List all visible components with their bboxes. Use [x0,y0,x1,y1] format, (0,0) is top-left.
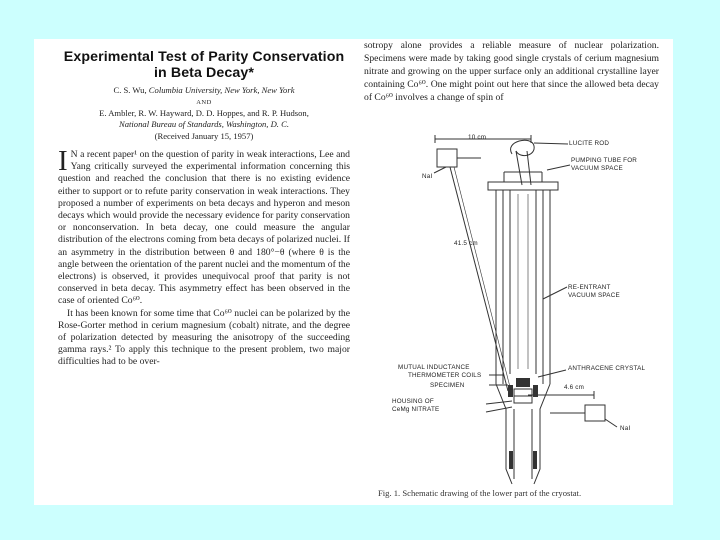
paragraph-1-text: N a recent paper¹ on the question of parity in weak interactions, Lee and Yang critically surveyed the experimental information concerning this question and reached the conclusion that there is no existing evidence either to support or to refute parity conservation in weak interactions. They proposed a number of experiments on beta decays and hyperon and meson decays which would provide the necessary evidence for parity conservation or nonconservation. In beta decay, one could measure the angular distribution of the electrons coming from beta decays of polarized nuclei. If an asymmetry in the distribution between θ and 180°−θ (where θ is the angle between the orientation of the parent nuclei and the momentum of the electrons) is observed, it provides unequivocal proof that parity is not conserved in beta decay. This asymmetry effect has been observed in the case of oriented Co⁶⁰. [58,149,350,307]
label-specimen: SPECIMEN [430,382,465,389]
label-reentrant-2: VACUUM SPACE [568,291,620,299]
fin-right [533,451,537,469]
right-paragraph: sotropy alone provides a reliable measure of nuclear polarization. Specimens were made by taking good single crystals of cerium magnesium nitrate and growing on the upper surface only an additional crystalline layer containing Co⁶⁰. One might point out here that since the allowed beta decay of Co⁶⁰ involves a change of spin of [364,40,659,104]
label-housing-1: HOUSING OF [392,398,434,405]
label-housing [392,398,439,413]
paragraph-2: It has been known for some time that Co⁶⁰ nuclei can be polarized by the Rose-Gorter method in cerium magnesium (cobalt) nitrate, and the degree of polarization detected by measuring the anisotropy of the succeeding gamma rays.² To apply this technique to the present problem, two major difficulties had to be over- [58,307,350,368]
label-pumping-tube-1: PUMPING TUBE FOR [571,157,638,164]
dimension-line-side [450,167,508,391]
label-reentrant-1: RE-ENTRANT [568,284,611,291]
label-pumping-tube [571,157,637,172]
label-lucite-rod: LUCITE ROD [569,140,610,147]
label-housing-2: CeMg NITRATE [392,405,440,413]
authors-nbs: E. Ambler, R. W. Hayward, D. D. Hoppes, and R. P. Hudson, [99,108,309,118]
fin-left [509,451,513,469]
coil-left [508,385,513,397]
title-line-2: in Beta Decay* [154,65,254,81]
cryostat-top-cap [488,182,558,190]
label-anthracene: ANTHRACENE CRYSTAL [568,365,646,372]
nai-detector-top [437,149,457,167]
label-pumping-tube-2: VACUUM SPACE [571,164,623,172]
label-mutual-2: THERMOMETER COILS [408,371,482,379]
label-nai-top: NaI [422,173,433,180]
label-nai-bottom: NaI [620,425,631,432]
affiliation-nbs: National Bureau of Standards, Washington, D. C. [119,119,289,129]
and-separator: AND [196,99,212,106]
affiliation-columbia: Columbia University, New York, New York [148,85,295,95]
received-date: (Received January 15, 1957) [154,131,254,141]
label-dim-small: 4.6 cm [564,384,585,391]
label-mutual-inductance [398,364,481,379]
figure-caption: Fig. 1. Schematic drawing of the lower part of the cryostat. [378,488,582,498]
label-dim-top: 10 cm [468,134,487,141]
nai-detector-bottom [585,405,605,421]
cryostat-diagram [34,39,673,505]
paper-page [34,39,673,505]
title-line-1: Experimental Test of Parity Conservation [63,49,345,65]
label-reentrant [568,284,620,299]
label-mutual-1: MUTUAL INDUCTANCE [398,364,470,371]
drop-cap: I [58,145,68,177]
coil-right [533,385,538,397]
author-name-wu: C. S. Wu, [113,85,147,95]
label-dim-side: 41.5 cm [454,240,478,247]
specimen-crystal [516,378,530,387]
